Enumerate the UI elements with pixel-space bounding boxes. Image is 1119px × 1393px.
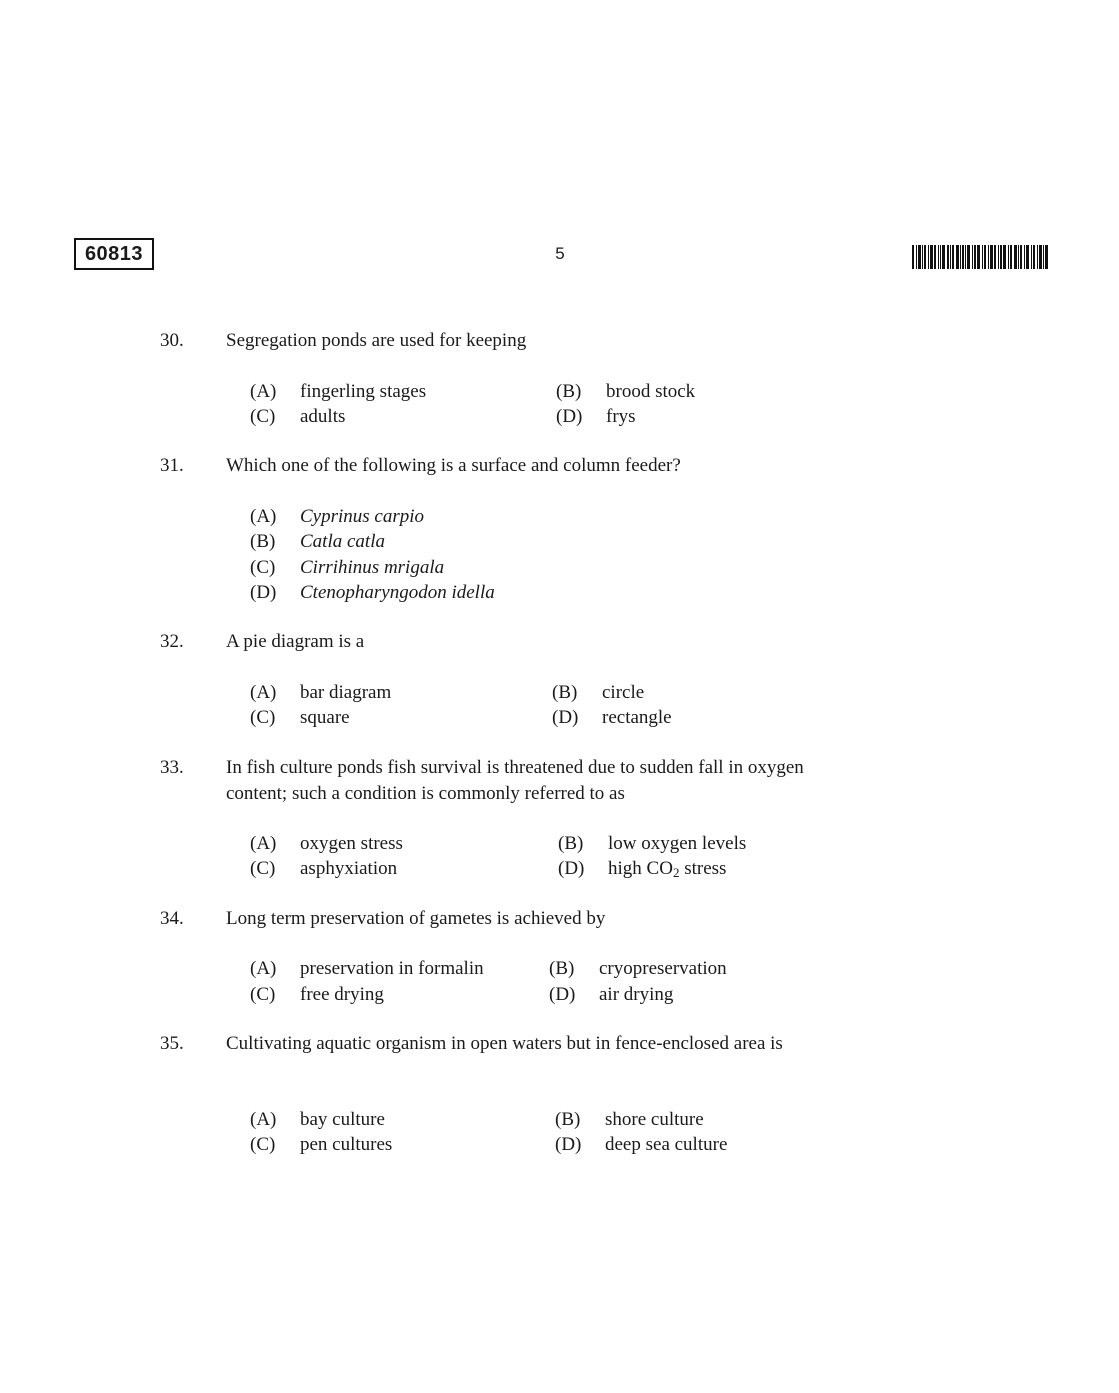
option-text: adults bbox=[300, 406, 346, 427]
option-label: (D) bbox=[549, 984, 576, 1005]
option-text: Cirrihinus mrigala bbox=[300, 557, 445, 578]
question-text: Which one of the following is a surface and column feeder? bbox=[226, 455, 681, 476]
option-text: bar diagram bbox=[300, 682, 392, 703]
option-text: bay culture bbox=[300, 1109, 385, 1130]
option-c bbox=[250, 856, 397, 882]
option-a bbox=[250, 1107, 385, 1133]
option-label: (C) bbox=[250, 406, 276, 427]
option-b bbox=[250, 529, 385, 555]
option-text: Catla catla bbox=[300, 531, 385, 552]
option-text: cryopreservation bbox=[599, 958, 727, 979]
option-label: (A) bbox=[250, 506, 277, 527]
option-label: (A) bbox=[250, 682, 277, 703]
option-label: (B) bbox=[549, 958, 575, 979]
option-label: (C) bbox=[250, 858, 276, 879]
option-a bbox=[250, 504, 424, 530]
option-label: (C) bbox=[250, 707, 276, 728]
option-text-suffix: stress bbox=[679, 858, 727, 879]
option-c bbox=[250, 705, 350, 731]
question-number: 33. bbox=[160, 757, 184, 778]
option-d bbox=[552, 705, 672, 731]
option-label: (B) bbox=[558, 833, 584, 854]
option-label: (A) bbox=[250, 833, 277, 854]
question-number: 34. bbox=[160, 908, 184, 929]
option-d bbox=[549, 982, 673, 1008]
option-label: (B) bbox=[552, 682, 578, 703]
option-text bbox=[608, 858, 726, 879]
subscript-text: 2 bbox=[672, 865, 680, 880]
option-label: (A) bbox=[250, 958, 277, 979]
question-number: 35. bbox=[160, 1033, 184, 1054]
option-label: (C) bbox=[250, 557, 276, 578]
question-text: Cultivating aquatic organism in open waters but in fence-enclosed area is bbox=[226, 1033, 783, 1054]
option-label: (D) bbox=[555, 1134, 582, 1155]
option-text-prefix: high CO bbox=[608, 858, 673, 879]
option-d bbox=[250, 580, 495, 606]
option-label: (B) bbox=[555, 1109, 581, 1130]
option-text: Cyprinus carpio bbox=[300, 506, 425, 527]
question-text: Segregation ponds are used for keeping bbox=[226, 330, 527, 351]
option-text: asphyxiation bbox=[300, 858, 398, 879]
question-text: A pie diagram is a bbox=[226, 631, 365, 652]
option-text: shore culture bbox=[605, 1109, 704, 1130]
barcode-icon bbox=[912, 245, 1048, 269]
option-d bbox=[558, 856, 726, 882]
option-b bbox=[549, 956, 727, 982]
option-text: Ctenopharyngodon idella bbox=[300, 582, 495, 603]
option-c bbox=[250, 404, 345, 430]
option-label: (A) bbox=[250, 381, 277, 402]
option-label: (D) bbox=[250, 582, 277, 603]
option-text: rectangle bbox=[602, 707, 672, 728]
option-b bbox=[556, 379, 695, 405]
option-a bbox=[250, 379, 426, 405]
option-label: (D) bbox=[556, 406, 583, 427]
option-text: low oxygen levels bbox=[608, 833, 747, 854]
option-text: free drying bbox=[300, 984, 384, 1005]
option-label: (D) bbox=[558, 858, 585, 879]
option-text: circle bbox=[602, 682, 645, 703]
option-a bbox=[250, 831, 403, 857]
page-number: 5 bbox=[555, 244, 565, 263]
option-a bbox=[250, 956, 484, 982]
option-text: oxygen stress bbox=[300, 833, 403, 854]
option-b bbox=[555, 1107, 704, 1133]
option-text: frys bbox=[606, 406, 636, 427]
option-label: (D) bbox=[552, 707, 579, 728]
option-label: (B) bbox=[250, 531, 276, 552]
question-text: Long term preservation of gametes is achieved by bbox=[226, 908, 606, 929]
option-b bbox=[552, 680, 644, 706]
option-text: square bbox=[300, 707, 350, 728]
option-c bbox=[250, 555, 444, 581]
option-text: air drying bbox=[599, 984, 674, 1005]
option-d bbox=[556, 404, 636, 430]
option-c bbox=[250, 1132, 392, 1158]
option-b bbox=[558, 831, 746, 857]
question-number: 31. bbox=[160, 455, 184, 476]
option-label: (B) bbox=[556, 381, 582, 402]
option-text: pen cultures bbox=[300, 1134, 393, 1155]
option-text: preservation in formalin bbox=[300, 958, 484, 979]
option-c bbox=[250, 982, 384, 1008]
option-label: (C) bbox=[250, 1134, 276, 1155]
question-number: 32. bbox=[160, 631, 184, 652]
option-text: brood stock bbox=[606, 381, 696, 402]
question-number: 30. bbox=[160, 330, 184, 351]
paper-code-box: 60813 bbox=[74, 238, 154, 270]
option-label: (C) bbox=[250, 984, 276, 1005]
option-a bbox=[250, 680, 391, 706]
option-label: (A) bbox=[250, 1109, 277, 1130]
option-text: fingerling stages bbox=[300, 381, 427, 402]
option-d bbox=[555, 1132, 727, 1158]
option-text: deep sea culture bbox=[605, 1134, 728, 1155]
question-text: In fish culture ponds fish survival is threatened due to sudden fall in oxygen content; such a condition is commonly referred to as bbox=[226, 757, 804, 804]
